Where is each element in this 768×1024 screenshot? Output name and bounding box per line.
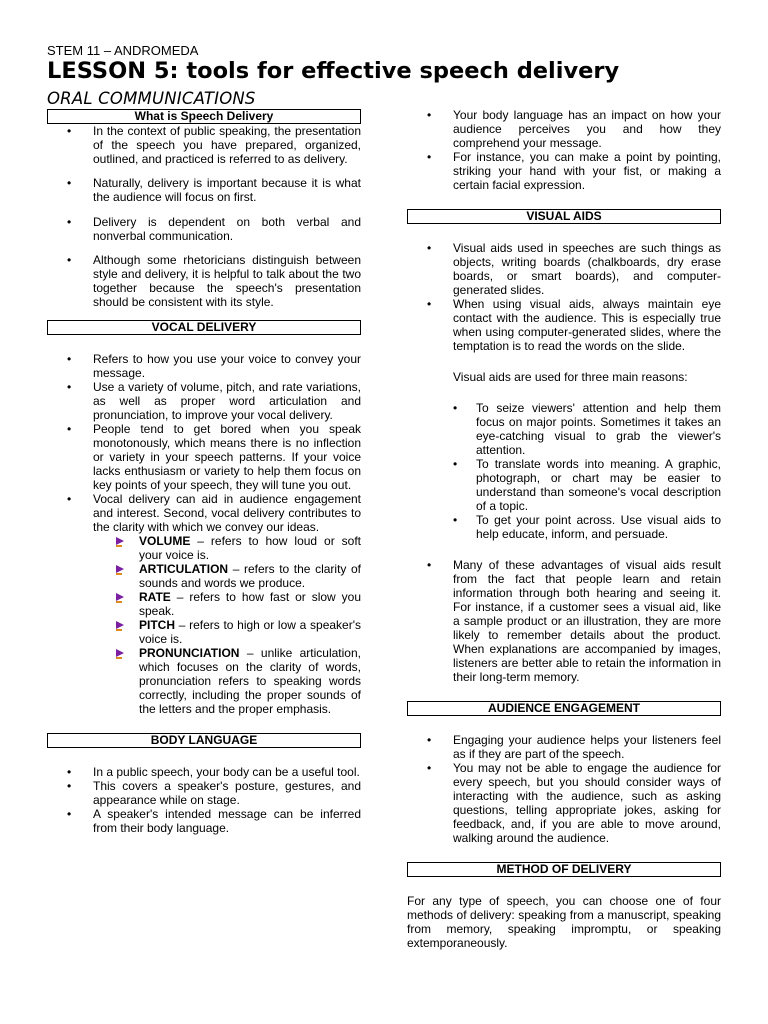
term-desc: – refers to how fast or slow you speak.	[139, 590, 361, 618]
visual-aids-advantages-list	[407, 558, 721, 684]
list-item: • In the context of public speaking, the presentation of the speech you have prepared, organized, outlined, and practiced is referred to as delivery.	[47, 124, 361, 166]
course-subtitle: ORAL COMMUNICATIONS	[47, 89, 256, 108]
vocal-delivery-list	[47, 352, 361, 534]
list-item: • Naturally, delivery is important because it is what the audience will focus on first.	[47, 176, 361, 204]
list-item: • In a public speech, your body can be a useful tool.	[47, 765, 361, 779]
term-item-rate	[116, 590, 361, 618]
list-item: • Visual aids used in speeches are such things as objects, writing boards (chalkboards, dry erase boards, or smart boards), and computer-generated slides.	[407, 241, 721, 297]
visual-aids-reasons-list	[407, 401, 721, 541]
term-item-pitch	[116, 618, 361, 646]
list-item: • Delivery is dependent on both verbal and nonverbal communication.	[47, 215, 361, 243]
lesson-title: LESSON 5: tools for effective speech delivery	[47, 58, 620, 84]
list-item: • For instance, you can make a point by pointing, striking your hand with your fist, or making a certain facial expression.	[407, 150, 721, 192]
list-item: • Although some rhetoricians distinguish between style and delivery, it is helpful to talk about the two together because the speech's presentation should be consistent with its style.	[47, 253, 361, 309]
speech-delivery-list	[47, 124, 361, 309]
term-label: RATE	[139, 590, 171, 604]
section-heading-speech-delivery: What is Speech Delivery	[47, 109, 361, 124]
arrow-bullet-icon	[116, 537, 124, 545]
arrow-bullet-icon	[116, 565, 124, 573]
section-heading-visual-aids: VISUAL AIDS	[407, 209, 721, 224]
term-label: PITCH	[139, 618, 175, 632]
section-heading-audience-engagement: AUDIENCE ENGAGEMENT	[407, 701, 721, 716]
list-item: • Refers to how you use your voice to convey your message.	[47, 352, 361, 380]
list-item: • Many of these advantages of visual aids result from the fact that people learn and retain information through both hearing and seeing it. For instance, if a customer sees a visual aid, like a sample product or an illustration, they are more likely to remember details about the product. When explanations are accompanied by images, listeners are better able to retain the information in their long-term memory.	[407, 558, 721, 684]
body-language-list	[47, 765, 361, 835]
section-heading-vocal-delivery: VOCAL DELIVERY	[47, 320, 361, 335]
list-item: • Your body language has an impact on how your audience perceives you and how they comprehend your message.	[407, 108, 721, 150]
arrow-bullet-icon	[116, 621, 124, 629]
audience-engagement-list	[407, 733, 721, 845]
class-label: STEM 11 – ANDROMEDA	[47, 43, 199, 58]
term-item-articulation	[116, 562, 361, 590]
term-desc: – refers to high or low a speaker's voice is.	[139, 618, 361, 646]
left-column	[47, 109, 361, 835]
term-item-pronunciation	[116, 646, 361, 716]
method-of-delivery-text: For any type of speech, you can choose one of four methods of delivery: speaking from a manuscript, speaking from memory, speaking impromptu, or speaking extemporaneously.	[407, 894, 721, 950]
list-item: • This covers a speaker's posture, gestures, and appearance while on stage.	[47, 779, 361, 807]
list-item: • Vocal delivery can aid in audience engagement and interest. Second, vocal delivery contributes to the clarity with which we convey our ideas.	[47, 492, 361, 534]
term-label: ARTICULATION	[139, 562, 229, 576]
section-heading-body-language: BODY LANGUAGE	[47, 733, 361, 748]
term-label: PRONUNCIATION	[139, 646, 240, 660]
visual-aids-list	[407, 241, 721, 353]
list-item: • A speaker's intended message can be inferred from their body language.	[47, 807, 361, 835]
term-desc: – refers to the clarity of sounds and words we produce.	[139, 562, 361, 590]
section-heading-method-of-delivery: METHOD OF DELIVERY	[407, 862, 721, 877]
arrow-bullet-icon	[116, 593, 124, 601]
list-item: • You may not be able to engage the audience for every speech, but you should consider ways of interacting with the audience, such as asking questions, telling appropriate jokes, asking for feedback, and, if you are able to move around, walking around the audience.	[407, 761, 721, 845]
list-item: • Use a variety of volume, pitch, and rate variations, as well as proper word articulation and pronunciation, to improve your vocal delivery.	[47, 380, 361, 422]
visual-aids-reasons-intro: Visual aids are used for three main reasons:	[453, 370, 688, 384]
right-column	[407, 108, 721, 950]
list-item: • To seize viewers' attention and help them focus on major points. Sometimes it takes an eye-catching visual to grab the viewer's attention.	[453, 401, 721, 457]
body-language-continued-list	[407, 108, 721, 192]
arrow-bullet-icon	[116, 649, 124, 657]
term-desc: – unlike articulation, which focuses on the clarity of words, pronunciation refers to speaking words correctly, including the proper sounds of the letters and the proper emphasis.	[139, 646, 361, 716]
list-item: • When using visual aids, always maintain eye contact with the audience. This is especially true when using computer-generated slides, where the temptation is to read the words on the slide.	[407, 297, 721, 353]
vocal-terms-list	[47, 534, 361, 716]
term-label: VOLUME	[139, 534, 191, 548]
list-item: • Engaging your audience helps your listeners feel as if they are part of the speech.	[407, 733, 721, 761]
term-item-volume	[116, 534, 361, 562]
list-item: • To get your point across. Use visual aids to help educate, inform, and persuade.	[453, 513, 721, 541]
term-desc: – refers to how loud or soft your voice is.	[139, 534, 361, 562]
list-item: • People tend to get bored when you speak monotonously, which means there is no inflection or variety in your speech patterns. If your voice lacks enthusiasm or variety to help them focus on key points of your speech, they will tune you out.	[47, 422, 361, 492]
list-item: • To translate words into meaning. A graphic, photograph, or chart may be easier to understand than someone's vocal description of a topic.	[453, 457, 721, 513]
